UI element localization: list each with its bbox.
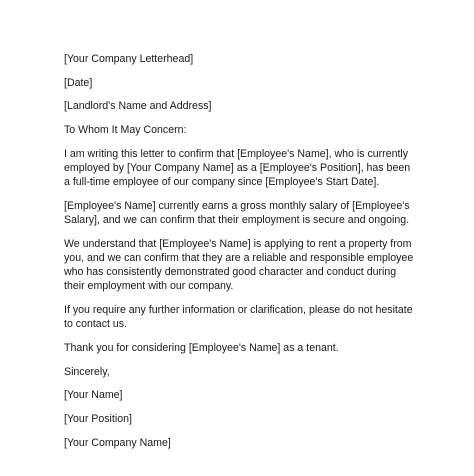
signer-company: [Your Company Name] — [64, 436, 171, 449]
company-letterhead: [Your Company Letterhead] — [64, 53, 194, 65]
paragraph-employment-confirmation: I am writing this letter to confirm that [Employee's Name], who is currently employed by [Your Company Name] as a [Employee's Position], has been a full-time employee of our company since [Employee's Start Date]. — [64, 147, 411, 189]
paragraph-salary: [Employee's Name] currently earns a gross monthly salary of [Employee's Salary], and we can confirm that their employment is secure and ongoing. — [64, 199, 410, 227]
letter-date: [Date] — [64, 76, 93, 89]
letter-body — [64, 52, 416, 460]
paragraph-contact: If you require any further information or clarification, please do not hesitate to contact us. — [64, 304, 413, 331]
paragraph-character-reference: We understand that [Employee's Name] is applying to rent a property from you, and we can confirm that they are a reliable and responsible employee who has consistently demonstrated good character and conduct during their employment with our company. — [64, 237, 414, 293]
paragraph-thanks: Thank you for considering [Employee's Name] as a tenant. — [64, 342, 339, 355]
landlord-address: [Landlord's Name and Address] — [64, 100, 212, 113]
salutation: To Whom It May Concern: — [64, 124, 187, 137]
signer-position: [Your Position] — [64, 413, 132, 426]
signer-name: [Your Name] — [64, 389, 123, 402]
closing: Sincerely, — [64, 365, 110, 378]
